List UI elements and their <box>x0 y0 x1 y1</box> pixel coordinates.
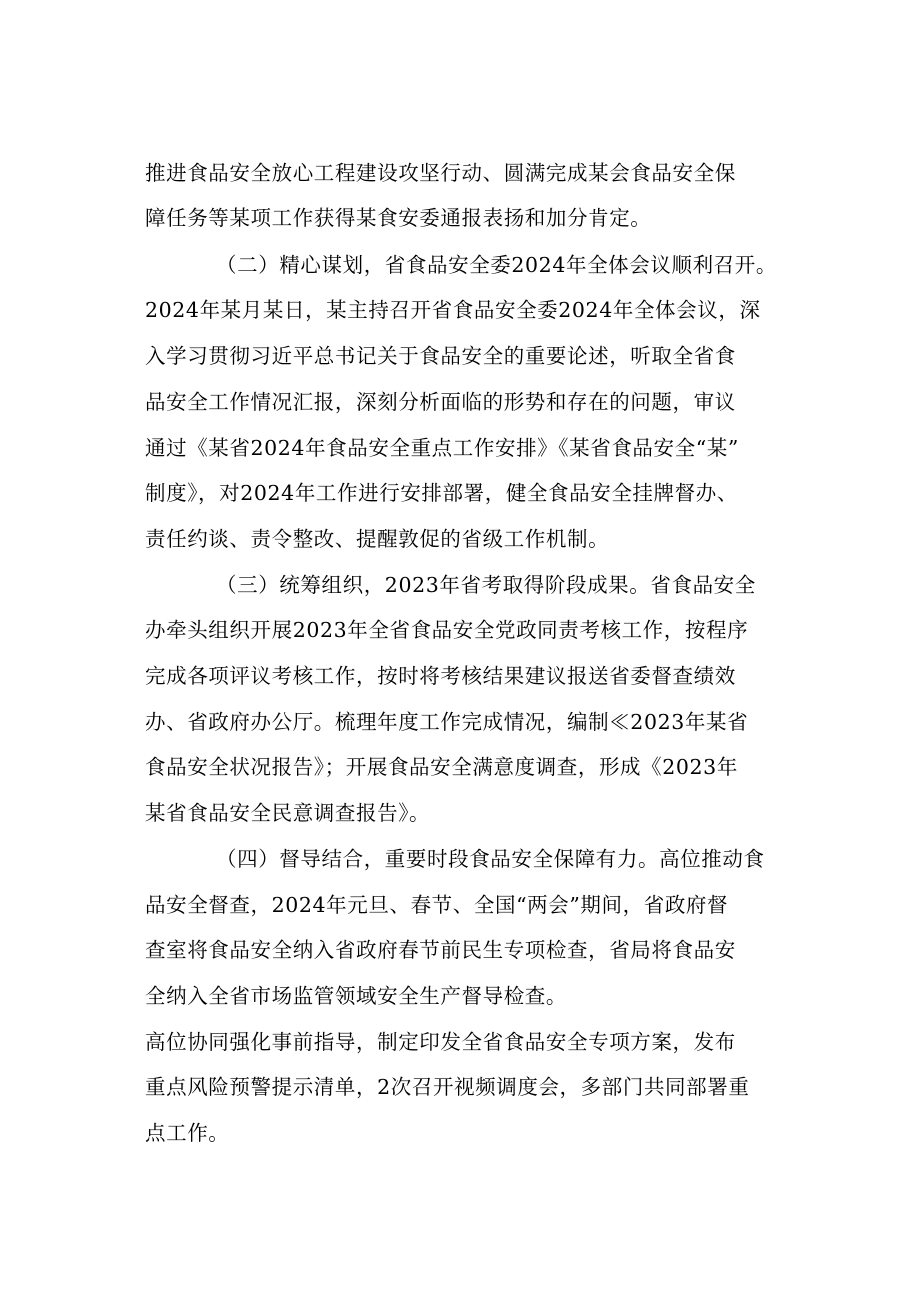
text-line: 障任务等某项工作获得某食安委通报表扬和加分肯定。 <box>145 206 652 230</box>
text-line: 完成各项评议考核工作，按时将考核结果建议报送省委督查绩效 <box>145 664 736 688</box>
text-line: 通过《某省2024年食品安全重点工作安排》《某省食品安全“某” <box>145 436 739 460</box>
text-line: 品安全督查，2024年元旦、春节、全国“两会”期间，省政府督 <box>145 893 729 917</box>
text-line: 办牵头组织开展2023年全省食品安全党政同责考核工作，按程序 <box>145 618 749 642</box>
text-line: 责任约谈、责令整改、提醒敦促的省级工作机制。 <box>145 527 610 551</box>
section-heading-4: （四）督导结合，重要时段食品安全保障有力。高位推动食 <box>216 847 765 871</box>
text-line: 制度》，对2024年工作进行安排部署，健全食品安全挂牌督办、 <box>145 481 738 505</box>
text-line: 入学习贯彻习近平总书记关于食品安全的重要论述，听取全省食 <box>145 344 736 368</box>
text-line: 点工作。 <box>145 1121 230 1145</box>
text-line: 查室将食品安全纳入省政府春节前民生专项检查，省局将食品安 <box>145 938 736 962</box>
text-line: 高位协同强化事前指导，制定印发全省食品安全专项方案，发布 <box>145 1030 736 1054</box>
text-line: 品安全工作情况汇报，深刻分析面临的形势和存在的问题，审议 <box>145 390 736 414</box>
section-heading-3: （三）统筹组织，2023年省考取得阶段成果。省食品安全 <box>216 573 756 597</box>
text-line: 办、省政府办公厅。梳理年度工作完成情况，编制≪2023年某省 <box>145 710 749 734</box>
text-line: 重点风险预警提示清单，2次召开视频调度会，多部门共同部署重 <box>145 1075 750 1099</box>
text-line: 推进食品安全放心工程建设攻坚行动、圆满完成某会食品安全保 <box>145 161 736 185</box>
text-line: 2024年某月某日，某主持召开省食品安全委2024年全体会议，深 <box>145 298 761 322</box>
text-line: 某省食品安全民意调查报告》。 <box>145 801 431 825</box>
text-line: 全纳入全省市场监管领域安全生产督导检查。 <box>145 984 567 1008</box>
section-heading-2: （二）精心谋划，省食品安全委2024年全体会议顺利召开。 <box>216 253 777 277</box>
text-line: 食品安全状况报告》；开展食品安全满意度调查，形成《2023年 <box>145 755 738 779</box>
